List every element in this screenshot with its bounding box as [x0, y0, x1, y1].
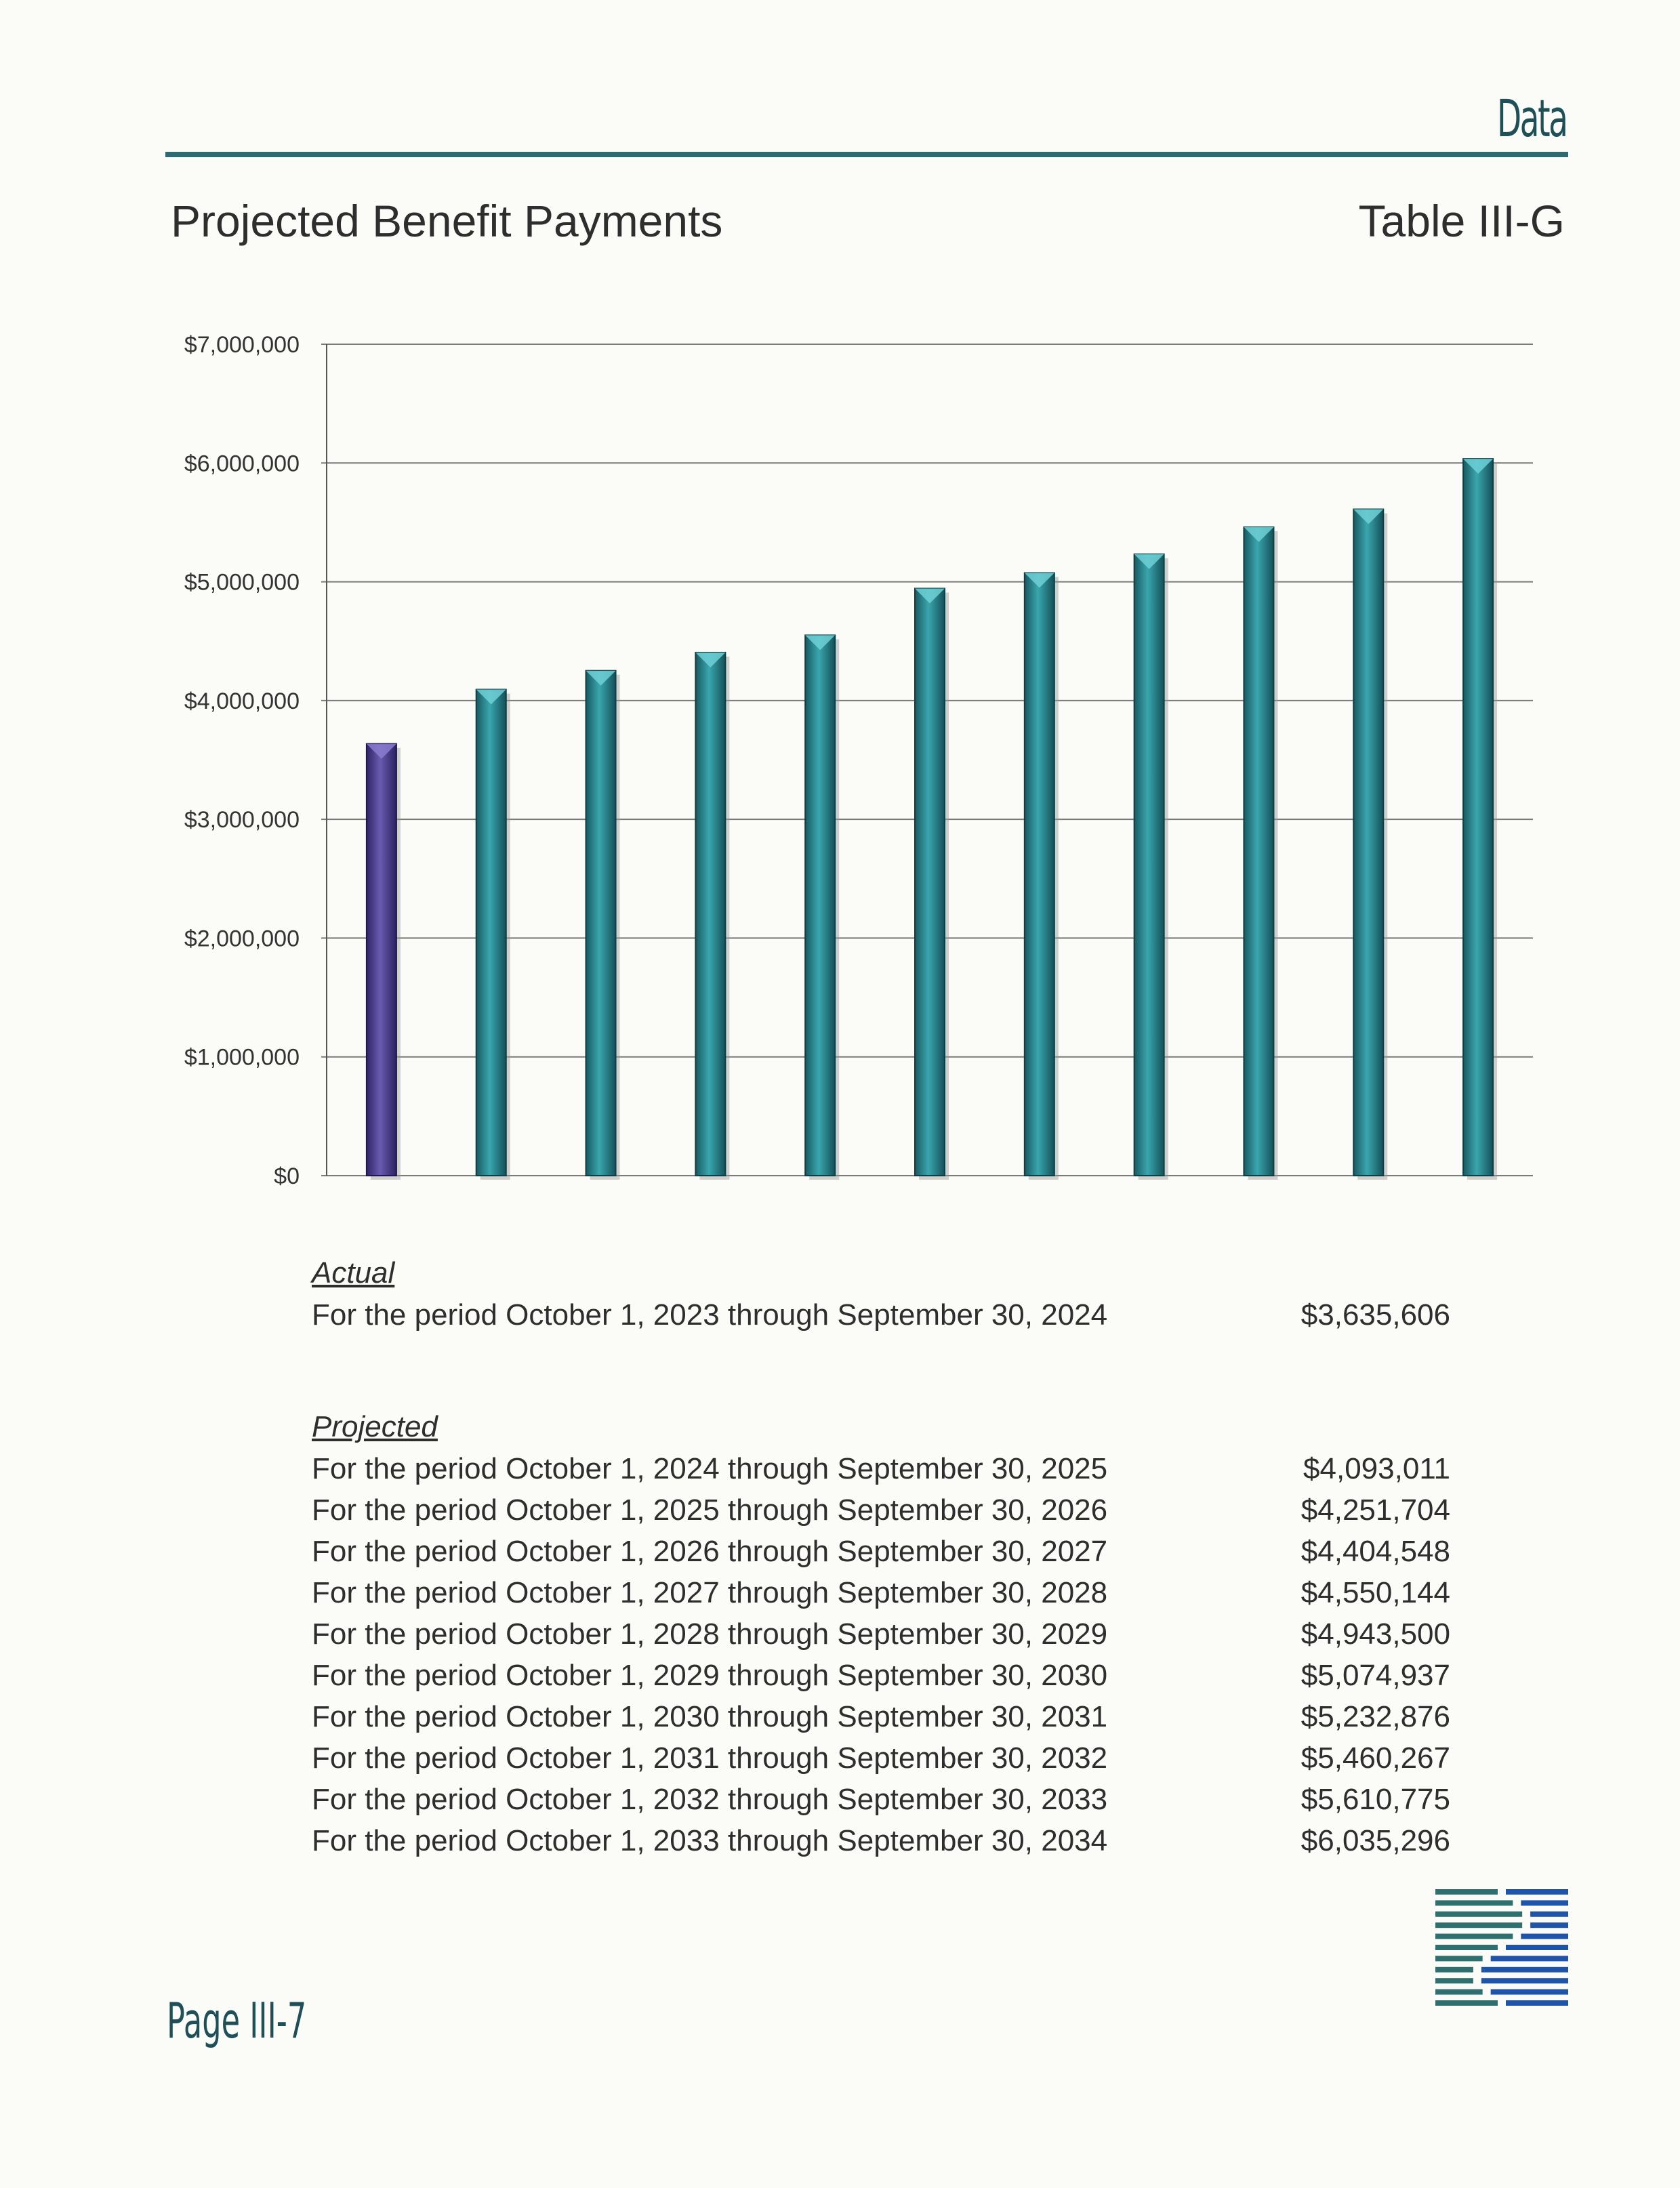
list-item [312, 1737, 1450, 1779]
period-amount: $3,635,606 [1300, 1298, 1450, 1332]
bar-projected [1025, 573, 1059, 1180]
logo-stripe [1435, 1978, 1473, 1983]
logo-stripe [1530, 1922, 1568, 1928]
period-amount: $6,035,296 [1300, 1824, 1450, 1857]
logo-stripe [1435, 1956, 1483, 1961]
logo-stripe [1435, 1967, 1473, 1973]
logo-stripe [1506, 1945, 1568, 1950]
y-tick-label: $7,000,000 [184, 332, 300, 358]
striped-s-logo-icon [1435, 1889, 1568, 2012]
logo-stripe [1481, 1978, 1568, 1983]
logo-stripe [1435, 1922, 1522, 1928]
y-tick-label: $6,000,000 [184, 451, 300, 477]
period-label: For the period October 1, 2028 through September 30, 2029 [312, 1617, 1108, 1651]
logo-stripe [1491, 1956, 1568, 1961]
logo-stripe [1435, 1889, 1498, 1895]
period-amount: $5,460,267 [1300, 1741, 1450, 1775]
bar-projected [586, 671, 620, 1180]
list-item [312, 1531, 1450, 1572]
logo-stripe [1435, 1989, 1483, 1995]
y-tick-label: $3,000,000 [184, 807, 300, 833]
logo-stripe [1530, 1912, 1568, 1917]
period-amount: $4,093,011 [1303, 1452, 1450, 1485]
period-label: For the period October 1, 2024 through September 30, 2025 [312, 1452, 1108, 1485]
list-item [312, 1294, 1450, 1336]
period-amount: $5,074,937 [1300, 1659, 1450, 1692]
logo-stripe [1521, 1934, 1568, 1939]
bar-actual [367, 744, 401, 1180]
period-label: For the period October 1, 2031 through September 30, 2032 [312, 1741, 1108, 1775]
period-label: For the period October 1, 2027 through September 30, 2028 [312, 1576, 1108, 1609]
period-amount: $5,610,775 [1300, 1783, 1450, 1816]
payments-list [312, 1252, 1450, 1861]
logo-stripe [1521, 1900, 1568, 1905]
logo-stripe [1435, 1900, 1513, 1905]
y-tick-label: $1,000,000 [184, 1044, 300, 1071]
period-label: For the period October 1, 2032 through September 30, 2033 [312, 1783, 1108, 1816]
bar-projected [1244, 527, 1277, 1180]
bar-projected [695, 653, 729, 1180]
logo-stripe [1481, 1967, 1568, 1973]
bar-projected [1463, 459, 1497, 1180]
logo-stripe [1506, 1889, 1568, 1895]
period-label: For the period October 1, 2029 through September 30, 2030 [312, 1659, 1108, 1692]
logo-stripe [1506, 2000, 1568, 2006]
list-item [312, 1779, 1450, 1820]
logo-stripe [1435, 1945, 1498, 1950]
actual-heading: Actual [312, 1256, 395, 1289]
logo-stripe [1435, 1912, 1522, 1917]
period-label: For the period October 1, 2023 through September 30, 2024 [312, 1298, 1108, 1332]
period-amount: $4,550,144 [1300, 1576, 1450, 1609]
projected-heading: Projected [312, 1410, 438, 1443]
y-tick-label: $0 [274, 1163, 300, 1189]
period-amount: $5,232,876 [1300, 1700, 1450, 1733]
list-item [312, 1820, 1450, 1861]
bar-projected [915, 588, 949, 1180]
bar-projected [805, 635, 839, 1180]
section-label: Data [1496, 88, 1566, 148]
list-item [312, 1696, 1450, 1737]
period-label: For the period October 1, 2025 through September 30, 2026 [312, 1493, 1108, 1527]
period-label: For the period October 1, 2026 through September 30, 2027 [312, 1535, 1108, 1568]
list-item [312, 1613, 1450, 1655]
period-label: For the period October 1, 2033 through September 30, 2034 [312, 1824, 1108, 1857]
logo-stripe [1435, 1934, 1513, 1939]
bar-projected [476, 690, 510, 1180]
bar-projected [1353, 510, 1387, 1180]
page-number: Page III-7 [167, 1992, 307, 2049]
logo-stripe [1435, 2000, 1498, 2006]
table-id: Table III-G [1358, 196, 1565, 246]
list-item [312, 1572, 1450, 1613]
page-title: Projected Benefit Payments [171, 196, 723, 246]
y-tick-label: $5,000,000 [184, 569, 300, 596]
period-amount: $4,943,500 [1300, 1617, 1450, 1651]
period-amount: $4,404,548 [1300, 1535, 1450, 1568]
period-label: For the period October 1, 2030 through September 30, 2031 [312, 1700, 1108, 1733]
list-item [312, 1489, 1450, 1531]
list-item [312, 1448, 1450, 1489]
list-item [312, 1655, 1450, 1696]
y-tick-label: $2,000,000 [184, 926, 300, 952]
period-amount: $4,251,704 [1300, 1493, 1450, 1527]
y-tick-label: $4,000,000 [184, 688, 300, 714]
bar-projected [1134, 554, 1168, 1180]
logo-stripe [1491, 1989, 1568, 1995]
